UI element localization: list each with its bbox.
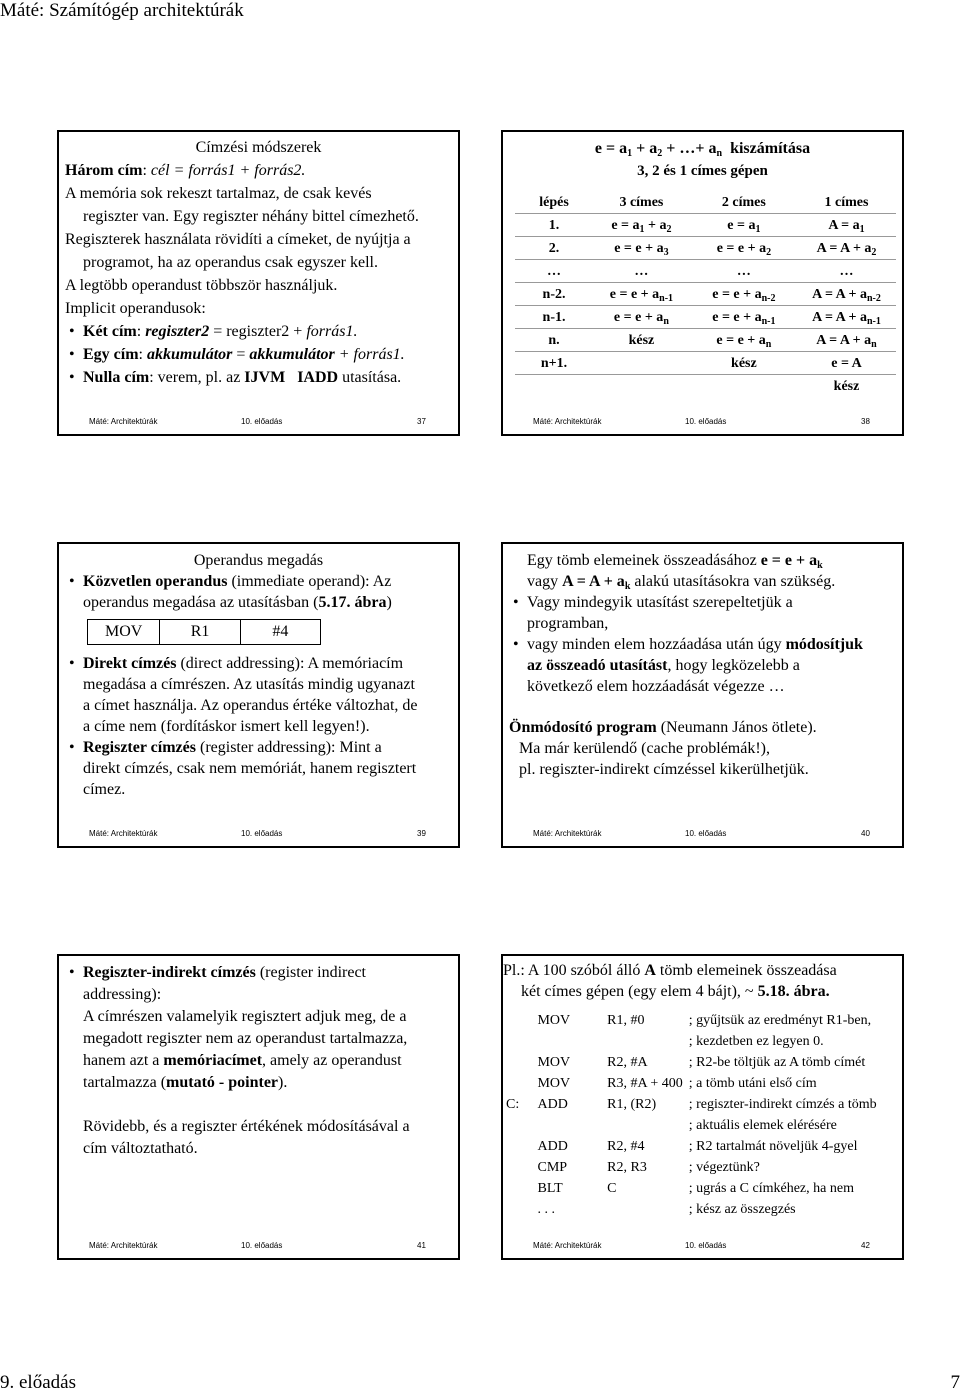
text-line: megadott regiszter nem az operandust tartalmazza, bbox=[83, 1030, 408, 1047]
asm-label bbox=[503, 1010, 534, 1031]
asm-label bbox=[503, 1157, 534, 1178]
footer-lecture: 10. előadás bbox=[685, 417, 727, 426]
asm-operands: R1, #0 bbox=[607, 1013, 645, 1028]
asm-row bbox=[503, 1010, 898, 1031]
mov-instruction-box bbox=[87, 619, 321, 645]
footer-author: Máté: Architektúrák bbox=[89, 829, 158, 838]
asm-comment: ; végeztünk? bbox=[688, 1160, 760, 1175]
slide-title: Címzési módszerek bbox=[195, 139, 322, 156]
slide-42-body bbox=[503, 956, 902, 1236]
text-line: programban, bbox=[527, 615, 609, 632]
asm-comment: ; aktuális elemek elérésére bbox=[688, 1118, 837, 1133]
asm-row bbox=[503, 1094, 898, 1115]
asm-opcode: MOV bbox=[537, 1076, 571, 1091]
text-line: Implicit operandusok: bbox=[65, 300, 206, 317]
document-title: Máté: Számítógép architektúrák bbox=[0, 0, 244, 21]
text-line: A memória sok rekeszt tartalmaz, de csak kevés bbox=[65, 185, 372, 202]
asm-operands bbox=[604, 1115, 686, 1136]
slide-footer bbox=[59, 1241, 458, 1252]
bullet-register-indirect: • Regiszter-indirekt címzés (register indirect bbox=[65, 962, 452, 984]
text-line: direkt címzés, csak nem memóriát, hanem regisztert bbox=[83, 760, 417, 777]
asm-opcode: CMP bbox=[537, 1160, 568, 1175]
slide-footer bbox=[503, 417, 902, 428]
text-line: Ma már kerülendő (cache problémák!), bbox=[519, 740, 770, 757]
table-row: n. kész $e = e + a_n$ $A = A + a_n$ bbox=[516, 329, 896, 352]
asm-comment: ; ugrás a C címkéhez, ha nem bbox=[688, 1181, 854, 1196]
bullet-register: • Regiszter címzés (register addressing): Mint a bbox=[65, 737, 452, 758]
footer-author: Máté: Architektúrák bbox=[533, 1241, 602, 1250]
table-row: 1. $e = a_1 + a_2$ $e = a_1$ $A = a_1$ bbox=[516, 214, 896, 237]
footer-author: Máté: Architektúrák bbox=[89, 417, 158, 426]
asm-label: C: bbox=[506, 1097, 520, 1112]
slide-41-body bbox=[59, 956, 458, 1236]
asm-opcode: MOV bbox=[537, 1055, 571, 1070]
text-line: operandus megadása az utasításban (5.17. ábra) bbox=[83, 594, 392, 611]
slide-37-body bbox=[59, 132, 458, 412]
assembly-listing bbox=[503, 1010, 898, 1220]
slide-number: 38 bbox=[861, 417, 870, 426]
text-line: megadása a címrészen. Az utasítás mindig ugyanazt bbox=[83, 676, 415, 693]
asm-comment: ; gyűjtsük az eredményt R1-ben, bbox=[688, 1013, 872, 1028]
slide-subtitle: 3, 2 és 1 címes gépen bbox=[637, 163, 768, 179]
slide-38-body bbox=[503, 132, 902, 412]
three-address-line: Három cím: cél = forrás1 + forrás2. bbox=[65, 162, 306, 179]
bullet-one-address: • Egy cím: akkumulátor = akkumulátor + forrás1. bbox=[65, 343, 452, 366]
slide-number: 41 bbox=[417, 1241, 426, 1250]
asm-opcode: ADD bbox=[537, 1097, 568, 1112]
asm-label bbox=[503, 1115, 534, 1136]
text-line: az összeadó utasítást, hogy legközelebb a bbox=[527, 657, 800, 674]
footer-author: Máté: Architektúrák bbox=[533, 417, 602, 426]
mov-register: R1 bbox=[160, 620, 240, 644]
table-header: 2 címes bbox=[690, 191, 797, 214]
asm-comment: ; a tömb utáni első cím bbox=[688, 1076, 817, 1091]
asm-label bbox=[503, 1136, 534, 1157]
asm-row bbox=[503, 1136, 898, 1157]
slide-number: 42 bbox=[861, 1241, 870, 1250]
text-line: cím változtatható. bbox=[83, 1140, 198, 1157]
asm-operands: R3, #A + 400 bbox=[607, 1076, 683, 1091]
table-row: kész bbox=[833, 378, 860, 394]
table-row: n-1. $e = e + a_n$ $e = e + a_{n-1}$ $A = A + a_{n-1}$ bbox=[516, 306, 896, 329]
asm-row bbox=[503, 1199, 898, 1220]
asm-comment: ; regiszter-indirekt címzés a tömb bbox=[688, 1097, 877, 1112]
asm-operands: R2, #4 bbox=[607, 1139, 645, 1154]
text-line: regiszter van. Egy regiszter néhány bittel címezhető. bbox=[83, 208, 419, 225]
asm-opcode bbox=[534, 1031, 604, 1052]
slide-42 bbox=[501, 954, 904, 1260]
footer-lecture: 10. előadás bbox=[241, 1241, 283, 1250]
asm-row bbox=[503, 1115, 898, 1136]
bullet-direct: • Direkt címzés (direct addressing): A memóriacím bbox=[65, 653, 452, 674]
page-number: 7 bbox=[950, 1372, 960, 1393]
table-row: … … … … bbox=[516, 260, 896, 283]
footer-author: Máté: Architektúrák bbox=[533, 829, 602, 838]
slide-37 bbox=[57, 130, 460, 436]
table-row: n+1. kész e = A bbox=[516, 352, 896, 375]
asm-operands bbox=[604, 1199, 686, 1220]
asm-comment: ; kész az összegzés bbox=[688, 1202, 796, 1217]
asm-operands: R2, R3 bbox=[607, 1160, 647, 1175]
asm-comment: ; R2-be töltjük az A tömb címét bbox=[688, 1055, 866, 1070]
asm-opcode: . . . bbox=[537, 1202, 555, 1217]
asm-row bbox=[503, 1052, 898, 1073]
text-line: következő elem hozzáadását végezze … bbox=[527, 678, 785, 695]
asm-row bbox=[503, 1157, 898, 1178]
asm-operands: R2, #A bbox=[607, 1055, 648, 1070]
mov-immediate: #4 bbox=[272, 623, 289, 640]
text-line: addressing): bbox=[83, 986, 162, 1003]
slide-footer bbox=[503, 1241, 902, 1252]
bullet-immediate: • Közvetlen operandus (immediate operand): Az bbox=[65, 571, 452, 592]
table-row: 2. $e = e + a_3$ $e = e + a_2$ $A = A + a_2$ bbox=[516, 237, 896, 260]
text-line: két címes gépen (egy elem 4 bájt), ~ 5.18. ábra. bbox=[521, 983, 830, 1000]
asm-row bbox=[503, 1073, 898, 1094]
text-line: tartalmazza (mutató - pointer). bbox=[83, 1074, 288, 1091]
text-line: Egy tömb elemeinek összeadásához $e = e + a_k$ bbox=[527, 552, 823, 571]
bullet-zero-address: • Nulla cím: verem, pl. az IJVM IADD utasítása. bbox=[65, 366, 452, 389]
asm-opcode: MOV bbox=[537, 1013, 571, 1028]
text-line: Rövidebb, és a regiszter értékének módosításával a bbox=[83, 1118, 410, 1135]
slide-41 bbox=[57, 954, 460, 1260]
footer-lecture: 10. előadás bbox=[685, 829, 727, 838]
asm-opcode: ADD bbox=[537, 1139, 568, 1154]
table-row: n-2. $e = e + a_{n-1}$ $e = e + a_{n-2}$ $A = A + a_{n-2}$ bbox=[516, 283, 896, 306]
asm-label bbox=[503, 1052, 534, 1073]
slide-number: 39 bbox=[417, 829, 426, 838]
footer-lecture: 10. előadás bbox=[685, 1241, 727, 1250]
mov-opcode: MOV bbox=[88, 620, 160, 644]
asm-row bbox=[503, 1178, 898, 1199]
asm-opcode bbox=[534, 1115, 604, 1136]
bullet-self-modify: • vagy minden elem hozzáadása után úgy módosítjuk bbox=[509, 634, 896, 655]
bullet-all-instructions: • Vagy mindegyik utasítást szerepeltetjük a bbox=[509, 592, 896, 613]
footer-author: Máté: Architektúrák bbox=[89, 1241, 158, 1250]
asm-comment: ; R2 tartalmát növeljük 4-gyel bbox=[688, 1139, 858, 1154]
slide-number: 37 bbox=[417, 417, 426, 426]
bullet-two-address: • Két cím: regiszter2 = regiszter2 + forrás1. bbox=[65, 320, 452, 343]
asm-label bbox=[503, 1199, 534, 1220]
asm-label bbox=[503, 1073, 534, 1094]
self-modifying-heading: Önmódosító program (Neumann János ötlete). bbox=[509, 719, 817, 736]
lecture-label: 9. előadás bbox=[0, 1372, 76, 1393]
asm-opcode: BLT bbox=[537, 1181, 563, 1196]
slide-number: 40 bbox=[861, 829, 870, 838]
asm-operands: R1, (R2) bbox=[607, 1097, 657, 1112]
table-header: 1 címes bbox=[798, 191, 896, 214]
slide-40-body bbox=[503, 544, 902, 824]
text-line: pl. regiszter-indirekt címzéssel kikerülhetjük. bbox=[519, 761, 809, 778]
slide-footer bbox=[503, 829, 902, 840]
slide-39 bbox=[57, 542, 460, 848]
text-line: A címrészen valamelyik regisztert adjuk meg, de a bbox=[83, 1008, 407, 1025]
asm-row bbox=[503, 1031, 898, 1052]
slide-footer bbox=[59, 829, 458, 840]
text-line: A legtöbb operandust többször használjuk. bbox=[65, 277, 338, 294]
asm-operands bbox=[604, 1031, 686, 1052]
slide-39-body bbox=[59, 544, 458, 824]
slide-38 bbox=[501, 130, 904, 436]
slide-footer bbox=[59, 417, 458, 428]
text-line: programot, ha az operandus csak egyszer kell. bbox=[83, 254, 378, 271]
slide-title: $e = a_1 + a_2$ + …+ $a_n$ kiszámítása bbox=[594, 140, 811, 159]
table-header: 3 címes bbox=[593, 191, 691, 214]
address-comparison-table bbox=[515, 190, 896, 398]
footer-lecture: 10. előadás bbox=[241, 417, 283, 426]
text-line: a címet használja. Az operandus értéke változhat, de bbox=[83, 697, 418, 714]
slide-title: Operandus megadás bbox=[193, 552, 324, 569]
asm-label bbox=[503, 1031, 534, 1052]
slide-40 bbox=[501, 542, 904, 848]
table-header: lépés bbox=[516, 191, 593, 214]
asm-label bbox=[503, 1178, 534, 1199]
asm-operands: C bbox=[607, 1181, 617, 1196]
asm-comment: ; kezdetben ez legyen 0. bbox=[688, 1034, 824, 1049]
text-line: címez. bbox=[83, 781, 126, 798]
text-line: vagy $A = A + a_k$ alakú utasításokra van szükség. bbox=[527, 573, 836, 592]
text-line: a címe nem (fordításkor ismert kell legyen!). bbox=[83, 718, 370, 735]
text-line: hanem azt a memóriacímet, amely az operandust bbox=[83, 1052, 402, 1069]
footer-lecture: 10. előadás bbox=[241, 829, 283, 838]
example-heading: Pl.: A 100 szóból álló A tömb elemeinek összeadása bbox=[503, 962, 837, 979]
text-line: Regiszterek használata rövidíti a címeket, de nyújtja a bbox=[65, 231, 411, 248]
